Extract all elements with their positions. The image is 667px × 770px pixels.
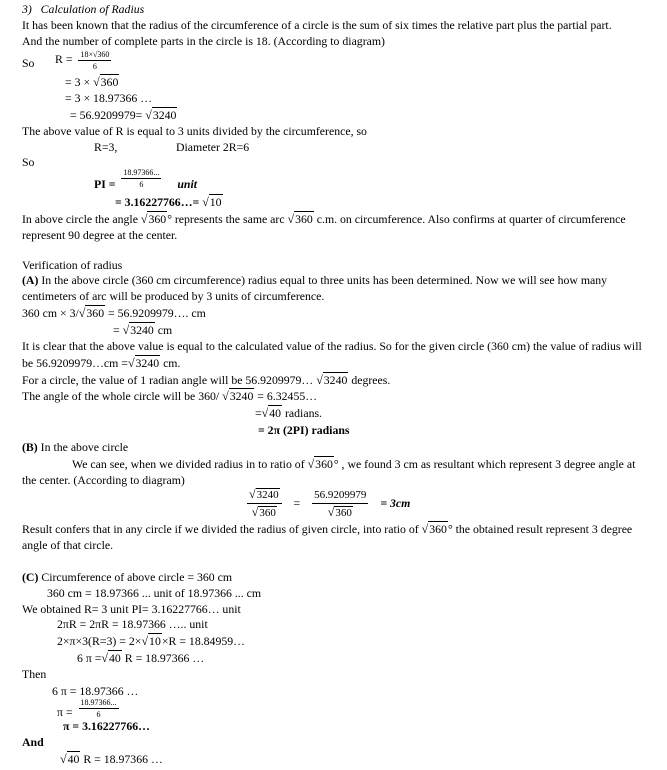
section-heading: 3) Calculation of Radius (22, 2, 145, 16)
then-eq-3: π = 3.16227766… (63, 719, 150, 733)
r-note: The above value of R is equal to 3 units divided by the circumference, so (22, 124, 367, 138)
b-fraction-1: $\frac{√3240}{√360}$ (247, 487, 282, 522)
and-label: And (22, 735, 44, 749)
a-para-5: =√40 radians. (255, 406, 323, 420)
pi-fraction: $\frac{18.97366...}{6}$ (123, 168, 160, 189)
b-line-2: We can see, when we divided radius in to ratio of √360° , we found 3 cm as resultant which represent 3 degree angle at (72, 457, 636, 471)
c-line-2: 360 cm = 18.97366 ... unit of 18.97366 ... cm (47, 586, 262, 600)
r-equation (55, 49, 114, 72)
b-equation: $\frac{√3240}{√360}$ = $\frac{56.9209979}{√360}$ = 3cm (244, 487, 410, 522)
c-line-6: 6 π =√40 R = 18.97366 … (77, 651, 205, 665)
a-para-3: For a circle, the value of 1 radian angle will be 56.9209979… √3240 degrees. (22, 373, 391, 387)
sqrt-10: √10 (202, 195, 222, 209)
c-line-4: 2πR = 2πR = 18.97366 ….. unit (57, 617, 208, 631)
a-line-2: centimeters of arc will be produced by 3 units of circumference. (22, 289, 325, 303)
r-line-3: = 3 × 18.97366 … (65, 91, 153, 105)
circle-angle-line-2: represent 90 degree at the center. (22, 228, 178, 242)
a-para-4: The angle of the whole circle will be 360/ √3240 = 6.32455… (22, 389, 318, 403)
a-line-1: (A) In the above circle (360 cm circumference) radius equal to three units has been determined. Now we will see how many (22, 273, 608, 287)
then-eq-1: 6 π = 18.97366 … (52, 684, 139, 698)
b-result: = 3cm (380, 496, 411, 511)
c-line-1: (C) Circumference of above circle = 360 cm (22, 570, 233, 584)
diameter: Diameter 2R=6 (176, 140, 250, 154)
c-line-5: 2×π×3(R=3) = 2×√10×R = 18.84959… (57, 634, 245, 648)
r-fraction-numerator: 18×√360 (80, 50, 110, 59)
b-conclusion-1: Result confers that in any circle if we divided the radius of given circle, into ratio of √360° the obtained result represent 3 degree (22, 522, 633, 536)
sqrt-360: √360 (93, 75, 119, 89)
sqrt-3240: √3240 (145, 108, 177, 122)
pi-unit: unit (177, 177, 198, 192)
so-label: So (22, 56, 35, 70)
b-line-3: the center. (According to diagram) (22, 473, 185, 487)
intro-line-1: It has been known that the radius of the circumference of a circle is the sum of six times the relative part plus the partial part. (22, 18, 612, 32)
a-eq-2: = √3240 cm (113, 323, 173, 337)
verification-heading: Verification of radius (22, 258, 123, 272)
c-line-3: We obtained R= 3 unit PI= 3.16227766… unit (22, 602, 241, 616)
so-label-2: So (22, 155, 35, 169)
r-line-4: = 56.9209979= √3240 (70, 108, 177, 122)
and-eq: √40 R = 18.97366 … (60, 752, 163, 766)
r-lhs: R = (55, 52, 73, 67)
then-eq-2: π = $\frac{18.97366...}{6}$ (57, 698, 117, 720)
a-eq-1: 360 cm × 3/√360 = 56.9209979…. cm (22, 306, 206, 320)
b-fraction-2: $\frac{56.9209979}{√360}$ (314, 488, 367, 519)
a-para-1: It is clear that the above value is equal to the calculated value of the radius. So for the given circle (360 cm) the value of radius will (22, 339, 642, 353)
r-value: R=3, (94, 140, 118, 154)
circle-angle-line-1: In above circle the angle √360° represents the same arc √360 c.m. on circumference. Also confirms at quarter of circumference (22, 212, 626, 226)
r-line-2: = 3 × √360 (65, 75, 119, 89)
a-para-6: = 2π (2PI) radians (258, 423, 350, 437)
a-para-2: be 56.9209979…cm =√3240 cm. (22, 356, 181, 370)
b-line-1: (B) In the above circle (22, 440, 129, 454)
intro-line-2: And the number of complete parts in the circle is 18. (According to diagram) (22, 34, 385, 48)
pi-equation: PI = $\frac{18.97366...}{6}$ unit (94, 168, 198, 192)
then-label: Then (22, 667, 47, 681)
b-conclusion-2: angle of that circle. (22, 538, 114, 552)
then-fraction: $\frac{18.97366...}{6}$ (80, 698, 117, 719)
pi-result: = 3.16227766…= √10 (115, 195, 222, 209)
r-fraction (78, 49, 111, 72)
r-fraction-denominator: 6 (92, 62, 97, 71)
